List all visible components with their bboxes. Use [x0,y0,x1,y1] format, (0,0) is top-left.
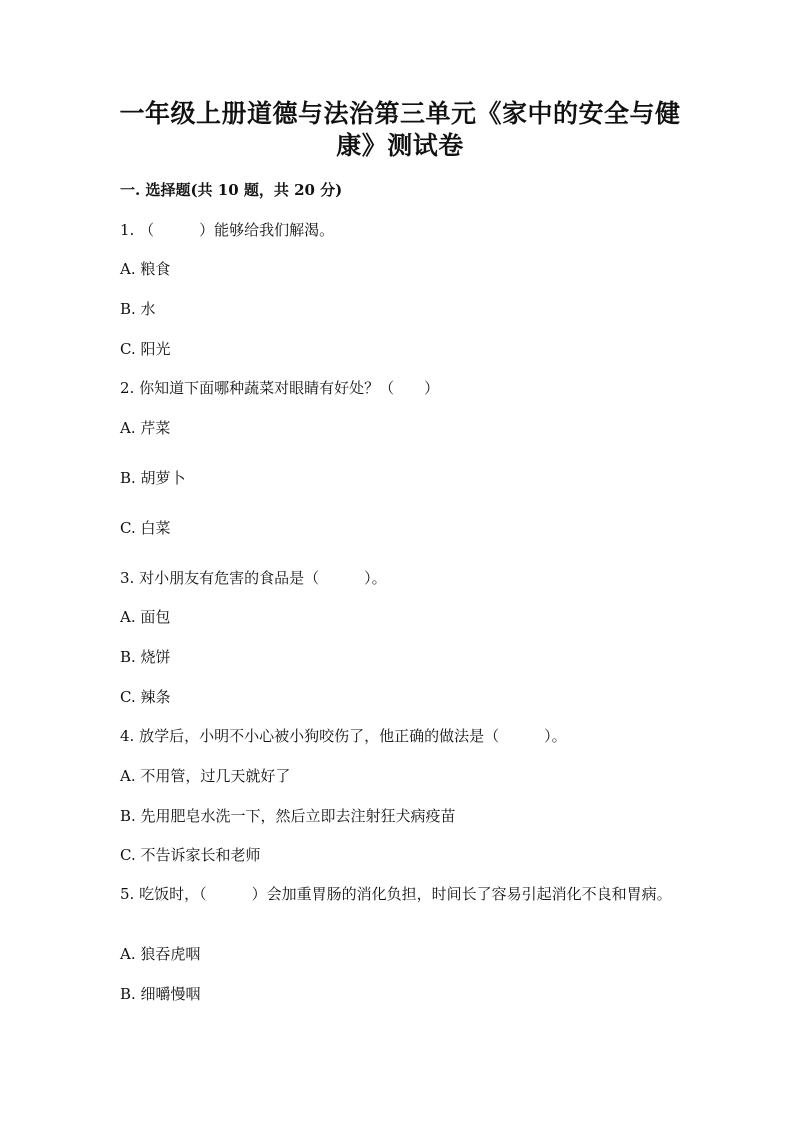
question-2-option-a: A. 芹菜 [120,419,171,437]
question-2-stem: 2. 你知道下面哪种蔬菜对眼睛有好处？（ ） [120,379,440,397]
question-4-stem: 4. 放学后，小明不小心被小狗咬伤了，他正确的做法是（ ）。 [120,727,567,745]
question-3-option-c: C. 辣条 [120,688,171,706]
question-3-stem: 3. 对小朋友有危害的食品是（ ）。 [120,569,387,587]
question-3-option-a: A. 面包 [120,608,171,626]
question-1-option-a: A. 粮食 [120,260,171,278]
section-heading: 一. 选择题(共 10 题，共 20 分) [120,181,343,199]
question-1-stem: 1. （ ）能够给我们解渴。 [120,221,335,239]
document-title: 一年级上册道德与法治第三单元《家中的安全与健康》测试卷 [119,99,681,160]
question-4-option-c: C. 不告诉家长和老师 [120,846,261,864]
question-4-option-a: A. 不用管，过几天就好了 [120,767,291,785]
question-5-option-a: A. 狼吞虎咽 [120,945,201,963]
question-5-option-b: B. 细嚼慢咽 [120,985,201,1003]
question-1-option-c: C. 阳光 [120,340,171,358]
question-2-option-c: C. 白菜 [120,519,171,537]
question-1-option-b: B. 水 [120,300,156,318]
question-5-stem: 5. 吃饭时，（ ）会加重胃肠的消化负担，时间长了容易引起消化不良和胃病。 [120,885,672,903]
question-3-option-b: B. 烧饼 [120,648,171,666]
question-4-option-b: B. 先用肥皂水洗一下，然后立即去注射狂犬病疫苗 [120,807,456,825]
question-2-option-b: B. 胡萝卜 [120,469,186,487]
